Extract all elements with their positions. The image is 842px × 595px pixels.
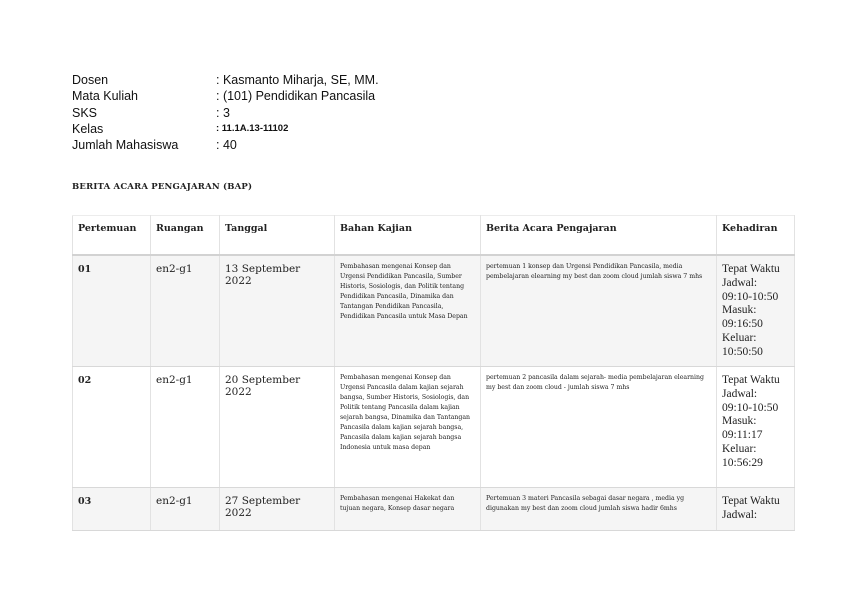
cell-kehadiran — [717, 255, 795, 367]
attendance-out-time: 10:50:50 — [722, 345, 763, 358]
attendance-in-time: 09:11:17 — [722, 429, 763, 442]
column-header-ruangan: Ruangan — [151, 216, 220, 256]
info-row-sks — [72, 105, 379, 121]
info-label: Jumlah Mahasiswa — [72, 138, 179, 153]
column-header-pertemuan: Pertemuan — [73, 216, 151, 256]
column-header-kehadiran: Kehadiran — [717, 216, 795, 256]
info-value: : 11.1A.13-11102 — [216, 122, 289, 134]
cell-pertemuan: 03 — [73, 488, 151, 531]
cell-tanggal: 27 September 2022 — [220, 488, 335, 531]
cell-berita-acara: Pertemuan 3 materi Pancasila sebagai dasar negara , media yg digunakan my best dan zoom cloud jumlah siswa hadir 6mhs — [481, 488, 717, 531]
cell-kehadiran — [717, 367, 795, 488]
info-value: : Kasmanto Miharja, SE, MM. — [216, 73, 379, 87]
info-label: Dosen — [72, 73, 109, 87]
cell-kehadiran — [717, 488, 795, 531]
cell-berita-acara: pertemuan 2 pancasila dalam sejarah- media pembelajaran elearning my best dan zoom cloud - jumlah siswa 7 mhs — [481, 367, 717, 488]
cell-tanggal: 20 September 2022 — [220, 367, 335, 488]
cell-bahan-kajian: Pembahasan mengenai Konsep dan Urgensi Pancasila dalam kajian sejarah bangsa, Sumber Historis, Sosiologis, dan Politik tentang Pancasila dalam kajian sejarah bangsa, Dinamika dan Tantangan Pancasila dalam kajian sejarah bangsa, Pancasila dalam kajian sejarah bangsa Indonesia untuk masa depan — [335, 367, 481, 488]
attendance-schedule-time: 09:10-10:50 — [722, 290, 779, 303]
table-row — [73, 367, 795, 488]
info-row-mata-kuliah — [72, 88, 379, 104]
attendance-schedule-time: 09:10-10:50 — [722, 401, 779, 414]
cell-bahan-kajian: Pembahasan mengenai Konsep dan Urgensi Pendidikan Pancasila, Sumber Historis, Sosiologis, dan Politik tentang Pendidikan Pancasila, Dinamika dan Tantangan Pendidikan Pancasila, Pendidikan Pancasila untuk Masa Depan — [335, 255, 481, 367]
table-row — [73, 255, 795, 367]
cell-tanggal: 13 September 2022 — [220, 255, 335, 367]
column-header-tanggal: Tanggal — [220, 216, 335, 256]
info-value: : 40 — [216, 138, 237, 153]
cell-ruangan: en2-g1 — [151, 488, 220, 531]
info-row-dosen — [72, 72, 379, 88]
attendance-status: Tepat Waktu — [722, 263, 780, 275]
column-header-berita-acara: Berita Acara Pengajaran — [481, 216, 717, 256]
cell-bahan-kajian: Pembahasan mengenai Hakekat dan tujuan negara, Konsep dasar negara — [335, 488, 481, 531]
attendance-in-label: Masuk: — [722, 304, 757, 317]
attendance-status: Tepat Waktu — [722, 374, 780, 386]
attendance-out-time: 10:56:29 — [722, 456, 763, 469]
table-header-row — [73, 216, 795, 256]
cell-pertemuan: 01 — [73, 255, 151, 367]
info-row-jumlah-mahasiswa — [72, 137, 379, 153]
course-info — [72, 72, 379, 153]
cell-ruangan: en2-g1 — [151, 255, 220, 367]
bap-table — [72, 215, 795, 531]
attendance-schedule-label: Jadwal: — [722, 276, 758, 289]
info-value: : (101) Pendidikan Pancasila — [216, 89, 376, 104]
attendance-out-label: Keluar: — [722, 442, 757, 455]
cell-pertemuan: 02 — [73, 367, 151, 488]
info-label: Mata Kuliah — [72, 89, 139, 104]
cell-ruangan: en2-g1 — [151, 367, 220, 488]
attendance-schedule-label: Jadwal: — [722, 508, 758, 521]
info-label: Kelas — [72, 121, 104, 136]
attendance-in-label: Masuk: — [722, 415, 757, 428]
attendance-in-time: 09:16:50 — [722, 318, 763, 331]
cell-berita-acara: pertemuan 1 konsep dan Urgensi Pendidikan Pancasila, media pembelajaran elearning my best dan zoom cloud jumlah siswa 7 mhs — [481, 255, 717, 367]
column-header-bahan-kajian: Bahan Kajian — [335, 216, 481, 256]
table-row — [73, 488, 795, 531]
info-value: : 3 — [216, 105, 230, 120]
section-title: BERITA ACARA PENGAJARAN (BAP) — [72, 182, 253, 192]
attendance-schedule-label: Jadwal: — [722, 387, 758, 400]
info-row-kelas — [72, 121, 379, 137]
attendance-status: Tepat Waktu — [722, 495, 780, 507]
info-label: SKS — [72, 105, 98, 120]
attendance-out-label: Keluar: — [722, 331, 757, 344]
